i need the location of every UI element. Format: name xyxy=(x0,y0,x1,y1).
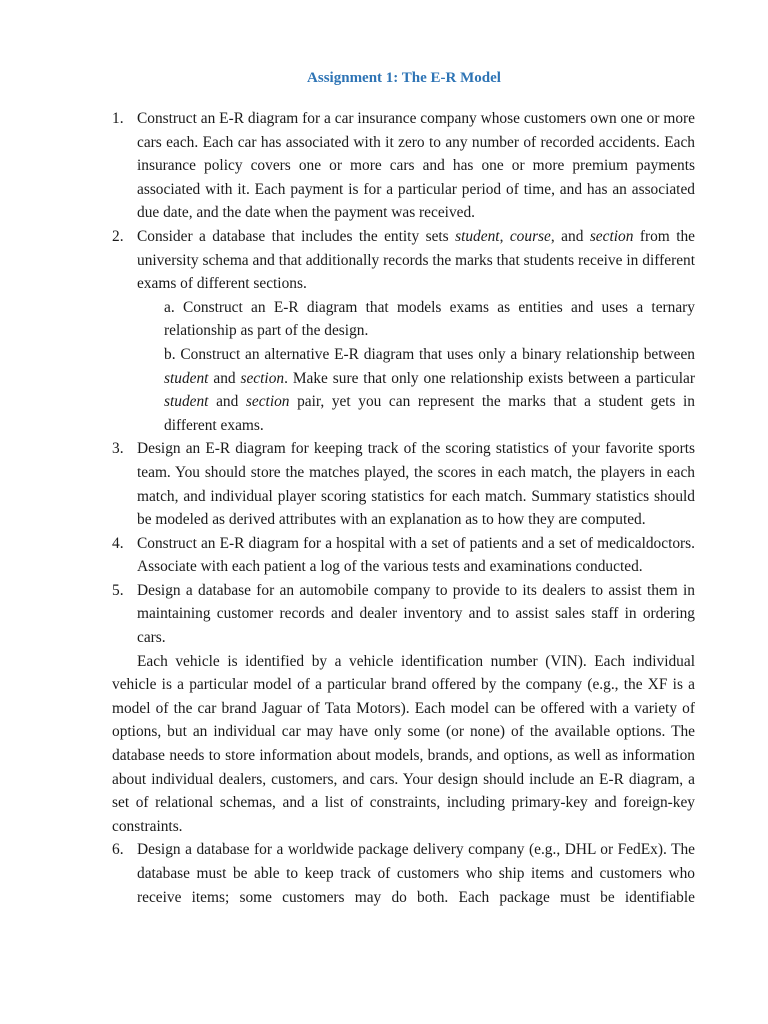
sub-item-text-part: pair, yet you can represent the marks that a student gets in different exams. xyxy=(164,393,695,434)
sub-term-section: section xyxy=(240,369,285,387)
item-text-part: , and xyxy=(550,227,590,245)
list-item-5 xyxy=(112,579,695,650)
sub-item-text-part: and xyxy=(208,393,246,411)
item-text: Design an E-R diagram for keeping track of the scoring statistics of your favorite sports team. You should store the matches played, the scores in each match, the players in each match, and individual player scoring statistics for each match. Summary statistics should be modeled as derived attributes with an explanation as to how they are computed. xyxy=(137,440,695,529)
sub-item-a xyxy=(112,296,695,343)
item-number: 2. xyxy=(112,227,124,245)
item-text-part: from the university schema and that additionally records the marks that students receive in different exams of different sections. xyxy=(137,227,695,293)
item-text-part: Consider a database that includes the entity sets xyxy=(137,227,456,245)
sub-item-text-part: and xyxy=(208,369,241,387)
item-text: Design a database for a worldwide package delivery company (e.g., DHL or FedEx). The database must be able to keep track of customers who ship items and customers who receive items; some customers may do both. Each package must be identifiable xyxy=(137,841,695,906)
list-item-3 xyxy=(112,437,695,531)
sub-term-student: student xyxy=(164,369,209,387)
sub-item-text: a. Construct an E-R diagram that models exams as entities and uses a ternary relationship as part of the design. xyxy=(164,298,695,340)
assignment-body xyxy=(112,107,695,909)
item-number: 3. xyxy=(112,440,124,458)
list-item-4 xyxy=(112,532,695,579)
item-number: 5. xyxy=(112,581,124,599)
list-item-6 xyxy=(112,838,695,909)
sub-item-text-part: b. Construct an alternative E-R diagram that uses only a binary relationship between xyxy=(164,345,695,363)
sub-term-student: student xyxy=(164,393,209,411)
page-title: Assignment 1: The E-R Model xyxy=(307,70,501,86)
sub-term-section: section xyxy=(245,393,290,411)
list-item-1 xyxy=(112,107,695,225)
list-item-2 xyxy=(112,225,695,296)
item-term-course: course xyxy=(509,227,551,245)
item-number: 4. xyxy=(112,534,124,552)
item-number: 6. xyxy=(112,841,124,859)
item-text: Construct an E-R diagram for a hospital with a set of patients and a set of medicaldoctors. Associate with each patient a log of the various tests and examinations conducted. xyxy=(137,534,695,576)
item-text: Construct an E-R diagram for a car insurance company whose customers own one or more cars each. Each car has associated with it zero to any number of recorded accidents. Each insurance policy covers one or more cars and has one or more premium payments associated with it. Each payment is for a particular period of time, and has an associated due date, and the date when the payment was received. xyxy=(137,110,695,222)
sub-item-text-part: . Make sure that only one relationship exists between a particular xyxy=(284,369,695,387)
item-term-student: student xyxy=(455,227,500,245)
item-text: Design a database for an automobile company to provide to its dealers to assist them in maintaining customer records and dealer inventory and to assist sales staff in ordering cars. xyxy=(137,581,695,647)
item-term-section: section xyxy=(589,227,634,245)
item-number: 1. xyxy=(112,110,124,127)
item-text-part: , xyxy=(499,227,510,245)
sub-item-b xyxy=(112,343,695,437)
item-5-paragraph: Each vehicle is identified by a vehicle identification number (VIN). Each individual vehicle is a particular model of a particular brand offered by the company (e.g., the XF is a model of the car brand Jaguar of Tata Motors). Each model can be offered with a variety of options, but an individual car may have only some (or none) of the available options. The database needs to store information about models, brands, and options, as well as information about individual dealers, customers, and cars. Your design should include an E-R diagram, a set of relational schemas, and a list of constraints, including primary-key and foreign-key constraints. xyxy=(112,652,695,835)
